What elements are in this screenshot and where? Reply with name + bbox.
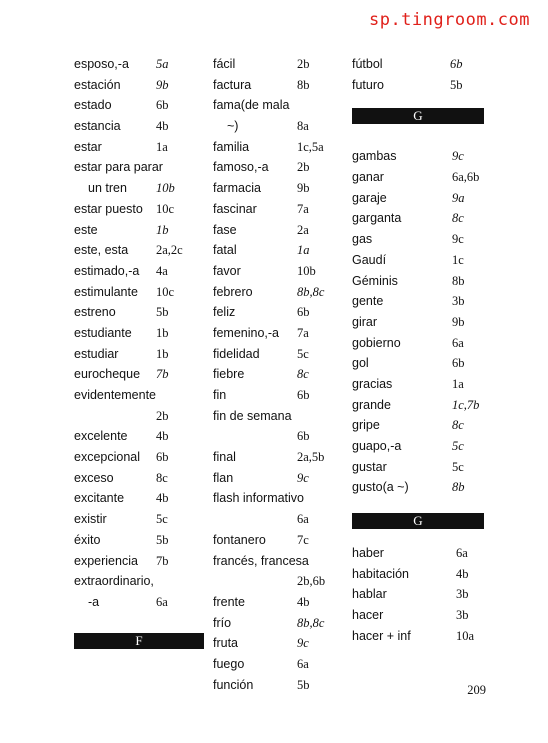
entry-reference: 5c: [452, 439, 464, 453]
index-entry: [352, 626, 487, 647]
page-number: 209: [467, 683, 486, 697]
index-entry: [74, 282, 194, 303]
entry-word: estimado,-a: [74, 263, 140, 278]
entry-reference: 8c: [452, 418, 464, 433]
index-entry: [74, 571, 194, 592]
entry-word: fidelidad: [213, 346, 260, 361]
index-entry: [352, 374, 487, 395]
entry-word: garaje: [352, 190, 387, 205]
index-entry: [213, 468, 338, 489]
index-entry: [213, 364, 338, 385]
entry-word: hablar: [352, 587, 387, 602]
entry-word: estar: [74, 139, 102, 154]
index-entry: [213, 261, 338, 282]
entry-reference: 10a: [456, 628, 475, 643]
entry-reference: 5c: [156, 512, 168, 527]
entry-reference: 5c: [452, 459, 464, 474]
index-entry: [213, 613, 338, 634]
index-entry: [74, 220, 194, 241]
watermark: sp.tingroom.com: [368, 10, 530, 30]
index-entry: [74, 54, 194, 75]
entry-word: estar para parar: [74, 160, 163, 175]
entry-reference: 6a,6b: [452, 170, 480, 185]
index-entry: [352, 543, 487, 564]
index-entry: [352, 457, 487, 478]
entry-reference: 2a,2c: [156, 243, 183, 258]
entry-word: ganar: [352, 170, 384, 185]
entry-word: frío: [213, 615, 232, 630]
entry-reference: 7a: [297, 325, 309, 340]
entry-reference: 7b: [156, 553, 169, 568]
entry-reference: 1b: [156, 222, 169, 237]
entry-word: hacer + inf: [352, 628, 411, 643]
entry-word: estudiante: [74, 325, 132, 340]
index-entry: [74, 137, 194, 158]
entry-word: éxito: [74, 532, 101, 547]
index-entry: [74, 468, 194, 489]
entry-reference: 7a: [297, 201, 309, 216]
index-entry: [213, 54, 338, 75]
entry-word: factura: [213, 77, 252, 92]
entry-word: gas: [352, 232, 373, 247]
entry-word: gol: [352, 356, 369, 371]
entry-reference: 8b,8c: [297, 284, 325, 299]
entry-word: haber: [352, 546, 384, 561]
entry-reference: 6a: [456, 546, 468, 561]
index-entry: [213, 323, 338, 344]
entry-word: estimulante: [74, 284, 138, 299]
entry-reference: 2b: [297, 57, 310, 71]
index-entry: [74, 323, 194, 344]
entry-reference: 6b: [156, 450, 169, 465]
entry-word: fase: [213, 222, 237, 237]
index-entry: [352, 395, 487, 416]
entry-word: extraordinario,: [74, 574, 154, 589]
index-entry: [352, 333, 487, 354]
index-entry: [352, 271, 487, 292]
index-entry: [352, 605, 487, 626]
entry-word: guapo,-a: [352, 439, 402, 453]
entry-word: estación: [74, 77, 121, 92]
index-entry: [213, 75, 338, 96]
index-entry: [213, 178, 338, 199]
index-entry: [213, 199, 338, 220]
entry-word: estreno: [74, 305, 116, 320]
entry-word: estudiar: [74, 346, 119, 361]
entry-word: fiebre: [213, 367, 245, 382]
entry-reference: 3b: [456, 587, 469, 602]
index-entry: [213, 95, 338, 116]
entry-word: flash informativo: [213, 491, 305, 506]
index-entry: [352, 584, 487, 605]
entry-reference: 6b: [452, 356, 465, 371]
index-entry: [352, 291, 487, 312]
entry-word: femenino,-a: [213, 325, 280, 340]
letter-bar-g: G: [352, 108, 484, 124]
entry-reference: 9c: [452, 232, 464, 247]
entry-word: flan: [213, 470, 234, 485]
entry-word: esposo,-a: [74, 57, 129, 71]
entry-reference: 6a: [297, 512, 309, 527]
entry-word: existir: [74, 512, 107, 527]
entry-reference: 8b: [452, 273, 465, 288]
index-entry: [213, 220, 338, 241]
index-entry: [74, 344, 194, 365]
entry-reference: 7b: [156, 367, 169, 382]
index-entry: [352, 167, 487, 188]
entry-reference: 4b: [297, 594, 310, 609]
index-entry: [74, 75, 194, 96]
entry-word: exceso: [74, 470, 114, 485]
entry-reference: 1a: [297, 243, 310, 258]
entry-reference: 2b: [297, 160, 310, 175]
index-entry: [213, 406, 338, 427]
entry-word: Géminis: [352, 273, 398, 288]
entry-reference: 9c: [297, 470, 309, 485]
entry-word: gustar: [352, 459, 387, 474]
entry-word: -a: [88, 594, 100, 609]
entry-word: fácil: [213, 57, 236, 71]
entry-word: final: [213, 450, 236, 465]
index-entry: [213, 157, 338, 178]
entry-reference: 4a: [156, 263, 168, 278]
entry-reference: 2a,5b: [297, 450, 325, 465]
letter-bar-h: G: [352, 513, 484, 529]
entry-reference: 1a: [452, 376, 464, 391]
entry-reference: 1b: [156, 346, 169, 361]
index-entry: [352, 146, 487, 167]
index-entry: [74, 199, 194, 220]
index-entry: [74, 447, 194, 468]
entry-word: gusto(a ~): [352, 480, 409, 495]
entry-word: feliz: [213, 305, 236, 320]
entry-reference: 1c,5a: [297, 139, 324, 154]
entry-word: familia: [213, 139, 250, 154]
index-entry: [213, 302, 338, 323]
index-entry: [352, 436, 487, 457]
entry-word: este, esta: [74, 243, 129, 258]
index-entry: [74, 406, 194, 427]
index-entry: [74, 116, 194, 137]
entry-word: garganta: [352, 211, 402, 226]
entry-reference: 5b: [297, 677, 310, 692]
entry-reference: 6b: [297, 429, 310, 444]
entry-word: estancia: [74, 119, 121, 134]
entry-reference: 4b: [156, 119, 169, 134]
index-entry: [352, 312, 487, 333]
entry-reference: 9b: [156, 77, 169, 92]
index-entry: [213, 530, 338, 551]
index-column-2: [213, 54, 338, 695]
entry-reference: 8b: [297, 77, 310, 92]
index-entry: [213, 447, 338, 468]
index-entry: [352, 188, 487, 209]
entry-word: futuro: [352, 77, 384, 92]
entry-word: girar: [352, 314, 378, 329]
entry-word: un tren: [88, 181, 127, 196]
entry-reference: 8a: [297, 119, 309, 134]
entry-reference: 2b,6b: [297, 574, 326, 589]
entry-reference: 8c: [452, 211, 464, 226]
index-entry: [74, 178, 194, 199]
index-entry: [352, 415, 487, 436]
entry-word: fama(de mala: [213, 98, 290, 113]
index-entry: [213, 654, 338, 675]
index-entry: [74, 95, 194, 116]
entry-reference: 2b: [156, 408, 169, 423]
entry-word: hacer: [352, 608, 384, 623]
index-entry: [213, 137, 338, 158]
entry-reference: 1a: [156, 139, 168, 154]
index-entry: [352, 353, 487, 374]
entry-reference: 6a: [156, 594, 168, 609]
index-entry: [213, 509, 338, 530]
entry-reference: 9b: [452, 314, 465, 329]
entry-reference: 4b: [156, 429, 169, 444]
entry-word: favor: [213, 263, 241, 278]
entry-word: ~): [227, 119, 239, 134]
entry-reference: 10c: [156, 201, 175, 216]
entry-word: excepcional: [74, 450, 141, 465]
entry-reference: 8b,8c: [297, 615, 325, 630]
entry-word: gripe: [352, 418, 380, 433]
index-entry: [74, 385, 194, 406]
entry-word: excitante: [74, 491, 125, 506]
entry-word: gracias: [352, 376, 393, 391]
entry-reference: 1c,7b: [452, 397, 480, 412]
entry-word: frente: [213, 594, 245, 609]
entry-reference: 9c: [452, 149, 464, 164]
index-entry: [213, 633, 338, 654]
entry-word: estado: [74, 98, 112, 113]
index-entry: [74, 509, 194, 530]
index-entry: [74, 551, 194, 572]
index-entry: [74, 364, 194, 385]
entry-word: farmacia: [213, 181, 261, 196]
index-entry: [352, 250, 487, 271]
entry-word: francés, francesa: [213, 553, 309, 568]
entry-word: estar puesto: [74, 201, 143, 216]
index-entry: [352, 477, 487, 498]
entry-reference: 6b: [297, 305, 310, 320]
entry-word: famoso,-a: [213, 160, 269, 175]
entry-word: fontanero: [213, 532, 266, 547]
entry-word: fútbol: [352, 57, 383, 71]
entry-word: fruta: [213, 636, 239, 651]
entry-reference: 1b: [156, 325, 169, 340]
entry-word: gente: [352, 294, 384, 309]
index-entry: [74, 592, 194, 613]
index-entry: [213, 426, 338, 447]
index-entry: [74, 157, 194, 178]
entry-reference: 5b: [156, 305, 169, 320]
index-entry: [352, 54, 487, 75]
entry-reference: 9c: [297, 636, 309, 651]
entry-reference: 5c: [297, 346, 309, 361]
index-entry: [352, 564, 487, 585]
entry-reference: 8c: [156, 470, 168, 485]
index-entry: [213, 240, 338, 261]
entry-word: Gaudí: [352, 252, 387, 267]
entry-word: fuego: [213, 656, 245, 671]
entry-reference: 4b: [456, 566, 469, 581]
index-entry: [74, 530, 194, 551]
entry-reference: 10c: [156, 284, 175, 299]
index-entry: [74, 302, 194, 323]
index-entry: [74, 240, 194, 261]
entry-reference: 8b: [452, 480, 465, 495]
entry-reference: 10b: [156, 181, 175, 196]
entry-reference: 3b: [452, 294, 465, 309]
index-entry: [352, 208, 487, 229]
entry-reference: 5a: [156, 57, 169, 71]
entry-reference: 9a: [452, 190, 465, 205]
entry-reference: 3b: [456, 608, 469, 623]
index-entry: [213, 592, 338, 613]
entry-word: función: [213, 677, 254, 692]
index-column-3: [352, 54, 487, 647]
entry-word: febrero: [213, 284, 253, 299]
entry-word: gobierno: [352, 335, 401, 350]
entry-reference: 6a: [297, 656, 309, 671]
entry-word: excelente: [74, 429, 128, 444]
entry-reference: 8c: [297, 367, 309, 382]
entry-reference: 5b: [450, 77, 463, 92]
entry-word: grande: [352, 397, 391, 412]
entry-word: evidentemente: [74, 388, 157, 402]
index-entry: [213, 675, 338, 696]
entry-reference: 6b: [450, 57, 463, 71]
index-entry: [74, 426, 194, 447]
index-entry: [213, 344, 338, 365]
entry-reference: 2a: [297, 222, 309, 237]
index-entry: [74, 488, 194, 509]
entry-word: fin de semana: [213, 408, 292, 423]
index-entry: [352, 229, 487, 250]
entry-reference: 6a: [452, 335, 464, 350]
entry-reference: 9b: [297, 181, 310, 196]
entry-word: eurocheque: [74, 367, 141, 382]
index-entry: [213, 571, 338, 592]
letter-bar-f: F: [74, 633, 204, 649]
index-column-1: [74, 54, 194, 649]
entry-reference: 6b: [156, 98, 169, 113]
entry-reference: 5b: [156, 532, 169, 547]
entry-word: fin: [213, 388, 227, 402]
entry-word: fascinar: [213, 201, 257, 216]
entry-reference: 1c: [452, 252, 464, 267]
index-entry: [213, 488, 338, 509]
index-entry: [213, 282, 338, 303]
index-entry: [213, 551, 338, 572]
entry-reference: 4b: [156, 491, 169, 506]
index-entry: [74, 261, 194, 282]
entry-word: experiencia: [74, 553, 138, 568]
entry-word: gambas: [352, 149, 397, 164]
entry-word: este: [74, 222, 98, 237]
entry-reference: 6b: [297, 388, 310, 402]
index-entry: [213, 116, 338, 137]
entry-word: fatal: [213, 243, 237, 258]
index-entry: [213, 385, 338, 406]
index-entry: [352, 75, 487, 96]
entry-reference: 10b: [297, 263, 316, 278]
entry-reference: 7c: [297, 532, 309, 547]
entry-word: habitación: [352, 566, 409, 581]
